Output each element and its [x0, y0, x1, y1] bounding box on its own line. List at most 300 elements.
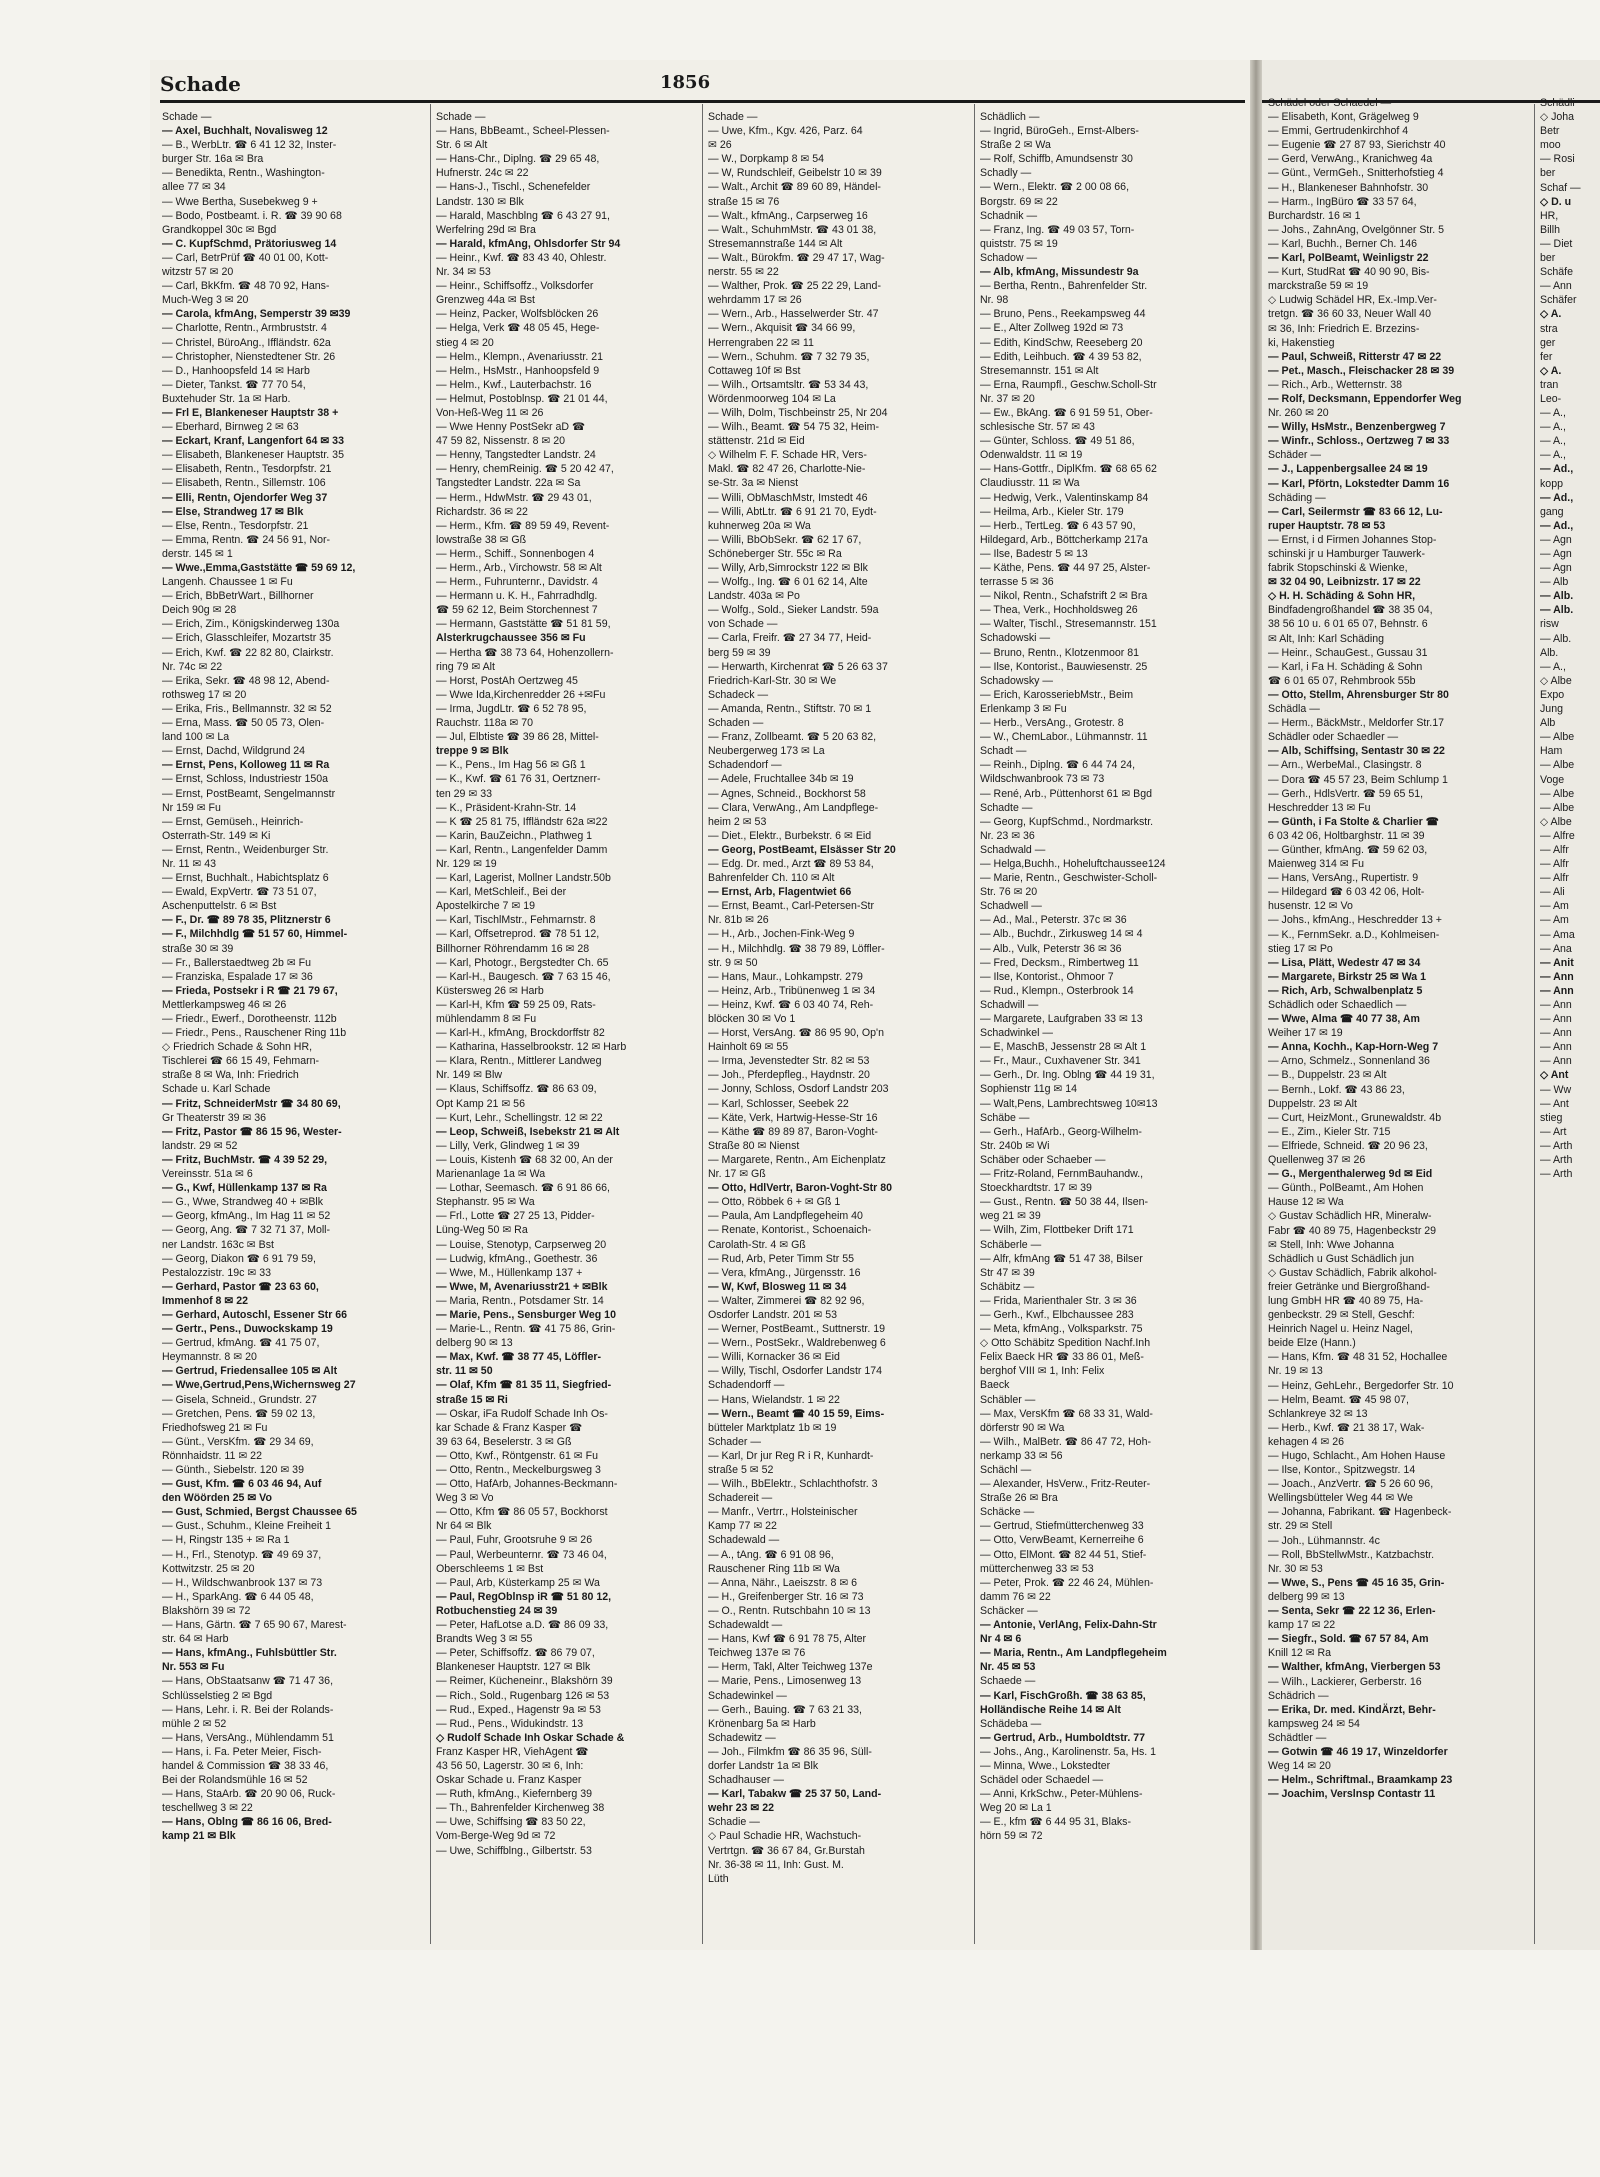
directory-entry: — Elisabeth, Rentn., Tesdorpfstr. 21 [162, 463, 332, 476]
directory-entry: ◇ Friedrich Schade & Sohn HR, [162, 1041, 313, 1054]
directory-entry: — Harald, Maschblng ☎ 6 43 27 91, [436, 209, 610, 222]
directory-entry: Quellenweg 37 ✉ 26 [1268, 1154, 1366, 1167]
directory-entry: — Gerh., HafArb., Georg-Wilhelm- [980, 1125, 1142, 1138]
directory-entry: Schädla — [1268, 703, 1320, 716]
directory-entry: — Fritz, BuchMstr. ☎ 4 39 52 29, [162, 1153, 328, 1166]
directory-entry: Straße 2 ✉ Wa [980, 139, 1051, 152]
directory-entry: kuhnerweg 20a ✉ Wa [708, 519, 811, 532]
directory-entry: Schäder — [1268, 449, 1321, 462]
directory-entry: — Herm., Arb., Virchowstr. 58 ✉ Alt [436, 562, 602, 574]
directory-entry: — Heinz, GehLehr., Bergedorfer Str. 10 [1268, 1379, 1454, 1392]
directory-entry: Nr. 74c ✉ 22 [162, 660, 223, 673]
directory-entry: — Alfr [1540, 872, 1569, 885]
directory-entry: — Hans, StaArb. ☎ 20 90 06, Ruck- [162, 1788, 336, 1801]
directory-entry: — A., [1540, 435, 1566, 448]
directory-entry: Schäcke — [980, 1506, 1035, 1519]
directory-entry: Schadeck — [708, 688, 769, 701]
directory-entry: Heschredder 13 ✉ Fu [1268, 801, 1371, 814]
directory-entry: ✉ Stell, Inh: Wwe Johanna [1268, 1238, 1395, 1251]
directory-entry: — K., Kwf. ☎ 61 76 31, Oertznerr- [436, 773, 601, 786]
directory-entry: — Anit [1540, 956, 1574, 969]
directory-entry: — Wwe, S., Pens ☎ 45 16 35, Grin- [1268, 1576, 1445, 1589]
directory-entry: — Paul, Schweiß, Ritterstr 47 ✉ 22 [1268, 350, 1442, 363]
directory-entry: — Ad., [1540, 463, 1574, 476]
directory-entry: — Ant [1540, 1097, 1569, 1110]
directory-entry: — Karl, Schlosser, Seebek 22 [708, 1097, 849, 1110]
directory-entry: — Ernst, Pens, Kolloweg 11 ✉ Ra [162, 759, 330, 772]
directory-entry: ◇ Wilhelm F. F. Schade HR, Vers- [708, 449, 867, 462]
directory-entry: Hildegard, Arb., Böttcherkamp 217a [980, 533, 1148, 546]
directory-entry: Schadt — [980, 745, 1027, 758]
directory-entry: derstr. 145 ✉ 1 [162, 547, 233, 560]
directory-entry: — Georg, PostBeamt, Elsässer Str 20 [708, 843, 896, 856]
directory-entry: — Käte, Verk, Hartwig-Hesse-Str 16 [708, 1111, 878, 1124]
directory-entry: Krönenbarg 5a ✉ Harb [708, 1717, 816, 1730]
directory-entry: Von-Heß-Weg 11 ✉ 26 [436, 406, 544, 419]
directory-entry: Hufnerstr. 24c ✉ 22 [436, 167, 529, 180]
directory-entry: — Otto, Röbbek 6 + ✉ Gß 1 [708, 1196, 841, 1209]
directory-entry: — Gisela, Schneid., Grundstr. 27 [162, 1393, 317, 1406]
directory-entry: — Wwe Henny PostSekr aD ☎ [436, 421, 586, 434]
directory-entry: risw [1540, 618, 1559, 631]
directory-entry: Schäberle — [980, 1238, 1042, 1251]
directory-entry: — G., Kwf, Hüllenkamp 137 ✉ Ra [162, 1182, 327, 1195]
directory-entry: — Erika, Sekr. ☎ 48 98 12, Abend- [162, 674, 330, 687]
directory-entry: ✉ 36, Inh: Friedrich E. Brzezins- [1268, 322, 1420, 335]
directory-entry: — H., SparkAng. ☎ 6 44 05 48, [162, 1590, 314, 1603]
directory-entry: — H., Greifenberger Str. 16 ✉ 73 [708, 1590, 864, 1603]
directory-entry: ger [1540, 336, 1556, 349]
directory-entry: — Senta, Sekr ☎ 22 12 36, Erlen- [1268, 1605, 1436, 1618]
directory-entry: — Wolfg., Ing. ☎ 6 01 62 14, Alte [708, 576, 868, 589]
directory-entry: — Carla, Freifr. ☎ 27 34 77, Heid- [708, 632, 872, 645]
directory-entry: — Hermann u. K. H., Fahrradhdlg. [436, 590, 598, 603]
directory-entry: Schadendorff — [708, 1379, 785, 1392]
directory-entry: Expo [1540, 688, 1565, 701]
directory-entry: blöcken 30 ✉ Vo 1 [708, 1013, 796, 1025]
directory-entry: husenstr. 12 ✉ Vo [1268, 900, 1353, 913]
directory-entry: — Eugenie ☎ 27 87 93, Sierichstr 40 [1268, 139, 1446, 152]
directory-entry: Schadnik — [980, 209, 1038, 222]
directory-entry: — Rich., Arb., Wetternstr. 38 [1268, 378, 1403, 391]
directory-entry: — Joach., AnzVertr. ☎ 5 26 60 96, [1268, 1478, 1434, 1491]
directory-entry: Hause 12 ✉ Wa [1268, 1196, 1344, 1209]
directory-entry: Heinrich Nagel u. Heinz Nagel, [1268, 1323, 1413, 1336]
directory-entry: — Gerh., Dr. Ing. Oblng ☎ 44 19 31, [980, 1069, 1155, 1082]
directory-entry: — Werner, PostBeamt., Suttnerstr. 19 [708, 1323, 886, 1336]
directory-entry: Nr 4 ✉ 6 [980, 1633, 1022, 1646]
directory-entry: — Käthe ☎ 89 89 87, Baron-Voght- [708, 1125, 878, 1138]
directory-entry: Schädeba — [980, 1717, 1042, 1730]
directory-entry: — Ann [1540, 1027, 1572, 1040]
directory-entry: Schäding — [1268, 491, 1326, 504]
directory-entry: — Willi, AbtLtr. ☎ 6 91 21 70, Eydt- [708, 505, 877, 518]
header-rule [160, 100, 1245, 103]
directory-entry: Holländische Reihe 14 ✉ Alt [980, 1703, 1121, 1716]
directory-entry: — Gust., Rentn. ☎ 50 38 44, Ilsen- [980, 1196, 1149, 1209]
directory-entry: — Karl, Lagerist, Mollner Landstr.50b [436, 872, 611, 885]
directory-entry: — Ama [1540, 928, 1575, 941]
directory-entry: Werfelring 29d ✉ Bra [436, 223, 536, 236]
directory-entry: — Winfr., Schloss., Oertzweg 7 ✉ 33 [1268, 435, 1450, 448]
directory-entry: — Erna, Mass. ☎ 50 05 73, Olen- [162, 717, 325, 730]
directory-entry: — Wern., Beamt ☎ 40 15 59, Eims- [708, 1407, 885, 1420]
directory-entry: — Lothar, Seemasch. ☎ 6 91 86 66, [436, 1182, 610, 1195]
directory-entry: ◇ Gustav Schädlich, Fabrik alkohol- [1268, 1266, 1437, 1279]
directory-entry: — Arth [1540, 1168, 1573, 1181]
directory-entry: — F., Milchhdlg ☎ 51 57 60, Himmel- [162, 928, 348, 941]
directory-entry: — Herm., Schiff., Sonnenbogen 4 [436, 547, 595, 560]
directory-entry: — Alb., Buchdr., Zirkusweg 14 ✉ 4 [980, 928, 1143, 941]
directory-entry: — Paul, Fuhr, Grootsruhe 9 ✉ 26 [436, 1534, 593, 1547]
directory-entry: — Ann [1540, 1013, 1572, 1026]
directory-entry: — Marie, Pens., Limosenweg 13 [708, 1675, 862, 1688]
directory-entry: Schädrich — [1268, 1689, 1329, 1702]
directory-entry: — Johs., Ang., Karolinenstr. 5a, Hs. 1 [980, 1745, 1157, 1758]
directory-entry: — Herm., Kfm. ☎ 89 59 49, Revent- [436, 519, 610, 532]
directory-entry: Friedhofsweg 21 ✉ Fu [162, 1421, 268, 1434]
directory-entry: — Wilh., Ortsamtsltr. ☎ 53 34 43, [708, 378, 869, 391]
directory-entry: — Carola, kfmAng, Semperstr 39 ✉39 [162, 308, 351, 321]
directory-entry: — Lisa, Plätt, Wedestr 47 ✉ 34 [1268, 956, 1421, 969]
directory-entry: — K., FernmSekr. a.D., Kohlmeisen- [1268, 928, 1440, 941]
directory-entry: — Wwe, M, Avenariusstr21 + ✉Blk [436, 1280, 608, 1293]
directory-entry: — Gerh., HdlsVertr. ☎ 59 65 51, [1268, 787, 1424, 800]
directory-entry: — Louise, Stenotyp, Carpserweg 20 [436, 1238, 607, 1251]
directory-entry: — Georg, kfmAng., Im Hag 11 ✉ 52 [162, 1210, 331, 1223]
directory-entry: — Wwe Ida,Kirchenredder 26 +✉Fu [436, 688, 606, 701]
directory-entry: — Ernst, Schloss, Industriestr 150a [162, 773, 329, 786]
directory-entry: — Paul, RegOblnsp iR ☎ 51 80 12, [436, 1590, 612, 1603]
directory-entry: Schädlich — [980, 111, 1040, 123]
directory-entry: — Karl-H., kfmAng, Brockdorffstr 82 [436, 1027, 605, 1040]
directory-entry: — Kurt, Lehr., Schellingstr. 12 ✉ 22 [436, 1111, 603, 1124]
directory-entry: Str. 6 ✉ Alt [436, 139, 488, 152]
directory-entry: ki, Hakenstieg [1268, 336, 1335, 349]
directory-entry: — Johs., ZahnAng, Ovelgönner Str. 5 [1268, 223, 1445, 236]
directory-entry: — Erika, Dr. med. KindÄrzt, Behr- [1268, 1703, 1436, 1716]
directory-entry: Schädlich u Gust Schädlich jun [1268, 1252, 1415, 1265]
directory-entry: — Ali [1540, 886, 1565, 899]
directory-entry: — E., Alter Zollweg 192d ✉ 73 [980, 322, 1124, 335]
directory-entry: — Ilse, Kontor., Spitzwegstr. 14 [1268, 1464, 1416, 1477]
directory-entry: — Diet [1540, 237, 1573, 250]
directory-entry: — Hans, i. Fa. Peter Meier, Fisch- [162, 1745, 322, 1758]
directory-entry: Str 47 ✉ 39 [980, 1266, 1035, 1279]
directory-entry: — Hans, Lehr. i. R. Bei der Rolands- [162, 1703, 334, 1716]
directory-entry: Marienanlage 1a ✉ Wa [436, 1168, 546, 1181]
directory-entry: quiststr. 75 ✉ 19 [980, 237, 1058, 250]
directory-entry: — Wwe, M., Hüllenkamp 137 + [436, 1266, 583, 1279]
directory-entry: — Hans-Gottfr., DiplKfm. ☎ 68 65 62 [980, 463, 1157, 476]
directory-entry: — Heinz, Kwf. ☎ 6 03 40 74, Reh- [708, 998, 874, 1011]
directory-entry: — Thea, Verk., Hochholdsweg 26 [980, 604, 1138, 617]
directory-entry: — Else, Rentn., Tesdorpfstr. 21 [162, 519, 309, 532]
directory-entry: — Hans, Kfm. ☎ 48 31 52, Hochallee [1268, 1351, 1448, 1364]
directory-entry: Immenhof 8 ✉ 22 [162, 1294, 248, 1307]
directory-entry: ◇ Paul Schadie HR, Wachstuch- [708, 1830, 862, 1843]
directory-entry: — Gertrud, Arb., Humboldtstr. 77 [980, 1731, 1146, 1744]
directory-entry: — Gerhard, Autoschl, Essener Str 66 [162, 1308, 348, 1321]
directory-entry: — B., WerbLtr. ☎ 6 41 12 32, Inster- [162, 139, 337, 152]
directory-entry: ◇ A. [1540, 308, 1562, 321]
directory-entry: — Karl, Photogr., Bergstedter Ch. 65 [436, 956, 609, 969]
directory-entry: — Wilh., Lackierer, Gerberstr. 16 [1268, 1675, 1422, 1688]
directory-entry: Grenzweg 44a ✉ Bst [436, 294, 535, 307]
directory-entry: Schäbler — [980, 1393, 1036, 1406]
directory-entry: — Klaus, Schiffsoffz. ☎ 86 63 09, [436, 1083, 597, 1096]
directory-entry: Kamp 77 ✉ 22 [708, 1520, 777, 1533]
directory-entry: str. 11 ✉ 50 [436, 1365, 493, 1378]
directory-entry: Brandts Weg 3 ✉ 55 [436, 1633, 533, 1646]
directory-entry: — Irma, Jevenstedter Str. 82 ✉ 53 [708, 1055, 870, 1068]
directory-entry: Weg 3 ✉ Vo [436, 1492, 494, 1505]
directory-entry: — Franz, Ing. ☎ 49 03 57, Torn- [980, 223, 1135, 236]
directory-entry: — Anni, KrkSchw., Peter-Mühlens- [980, 1788, 1143, 1801]
directory-entry: Schäcker — [980, 1604, 1038, 1617]
directory-entry: Sophienstr 11g ✉ 14 [980, 1083, 1078, 1096]
directory-entry: Schadewinkel — [708, 1689, 787, 1702]
directory-entry: — Ruth, kfmAng., Kiefernberg 39 [436, 1788, 593, 1801]
directory-entry: Aschenputtelstr. 6 ✉ Bst [162, 900, 277, 913]
directory-entry: — Am [1540, 914, 1569, 927]
column-divider [702, 104, 703, 1944]
directory-entry: — Otto, VerwBeamt, Kernerreihe 6 [980, 1534, 1144, 1547]
directory-entry: heim 2 ✉ 53 [708, 815, 767, 828]
directory-entry: — Johs., kfmAng., Heschredder 13 + [1268, 914, 1442, 927]
directory-entry: — Herm., HdwMstr. ☎ 29 43 01, [436, 491, 592, 504]
directory-entry: ten 29 ✉ 33 [436, 787, 492, 800]
directory-entry: Str. 240b ✉ Wi [980, 1139, 1050, 1152]
directory-entry: — Otto, Kfm ☎ 86 05 57, Bockhorst [436, 1506, 608, 1519]
directory-entry: — Hans, Oblng ☎ 86 16 06, Bred- [162, 1816, 332, 1829]
directory-entry: — Rich., Sold., Rugenbarg 126 ✉ 53 [436, 1689, 610, 1702]
directory-entry: Nr. 98 [980, 294, 1009, 307]
directory-entry: — Carl, BetrPrüf ☎ 40 01 00, Kott- [162, 251, 329, 264]
directory-entry: Alsterkrugchaussee 356 ✉ Fu [436, 632, 586, 645]
directory-entry: Schaede — [980, 1675, 1036, 1688]
directory-entry: ◇ Rudolf Schade Inh Oskar Schade & [436, 1731, 625, 1744]
directory-entry: Osterrath-Str. 149 ✉ Ki [162, 829, 271, 842]
directory-entry: — Alfr, kfmAng ☎ 51 47 38, Bilser [980, 1252, 1143, 1265]
directory-entry: — Walt., SchuhmMstr. ☎ 43 01 38, [708, 223, 877, 236]
directory-entry: ◇ Ant [1540, 1069, 1569, 1082]
directory-entry: — Wern., Akquisit ☎ 34 66 99, [708, 322, 856, 335]
directory-entry: Weg 20 ✉ La 1 [980, 1802, 1052, 1815]
directory-entry: — Herm, Takl, Alter Teichweg 137e [708, 1661, 873, 1674]
directory-entry: mühlendamm 8 ✉ Fu [436, 1013, 537, 1025]
directory-entry: Borgstr. 69 ✉ 22 [980, 195, 1058, 208]
directory-entry: — Uwe, Schiffblng., Gilbertstr. 53 [436, 1844, 592, 1857]
directory-entry: — Ad., [1540, 519, 1574, 532]
directory-entry: ✉ 32 04 90, Leibnizstr. 17 ✉ 22 [1268, 576, 1421, 589]
directory-entry: hörn 59 ✉ 72 [980, 1830, 1043, 1843]
directory-entry: — Herwarth, Kirchenrat ☎ 5 26 63 37 [708, 660, 888, 673]
directory-entry: Jung [1540, 703, 1563, 716]
directory-entry: — Georg, KupfSchmd., Nordmarkstr. [980, 815, 1154, 828]
directory-entry: Blankeneser Hauptstr. 127 ✉ Blk [436, 1661, 591, 1674]
directory-entry: — Alb. [1540, 604, 1574, 617]
directory-entry: — Karin, BauZeichn., Plathweg 1 [436, 829, 593, 842]
directory-entry: — Alb., Vulk, Peterstr 36 ✉ 36 [980, 942, 1122, 955]
directory-entry: Stresemannstraße 144 ✉ Alt [708, 237, 843, 250]
directory-entry: Schadewald — [708, 1534, 780, 1547]
directory-entry: — Alfre [1540, 829, 1575, 842]
directory-entry: — Karl, Buchh., Berner Ch. 146 [1268, 237, 1417, 250]
directory-entry: — Ernst, i d Firmen Johannes Stop- [1268, 533, 1437, 546]
directory-entry: — Erna, Raumpfl., Geschw.Scholl-Str [980, 378, 1157, 391]
directory-entry: — Walther, Prok. ☎ 25 22 29, Land- [708, 280, 881, 293]
directory-entry: — Gretchen, Pens. ☎ 59 02 13, [162, 1407, 316, 1420]
directory-entry: — C. KupfSchmd, Prätoriusweg 14 [162, 237, 337, 250]
running-head-name: Schade [160, 72, 241, 96]
directory-entry: — Jul, Elbtiste ☎ 39 86 28, Mittel- [436, 731, 599, 744]
directory-entry: Nr. 81b ✉ 26 [708, 914, 769, 927]
directory-entry: — E, MaschB, Jessenstr 28 ✉ Alt 1 [980, 1041, 1147, 1054]
directory-entry: Odenwaldstr. 11 ✉ 19 [980, 449, 1083, 462]
directory-entry: ring 79 ✉ Alt [436, 660, 495, 673]
directory-entry: Schade — [708, 111, 758, 123]
directory-entry: Betr [1540, 125, 1560, 138]
directory-entry: — Emma, Rentn. ☎ 24 56 91, Nor- [162, 533, 331, 546]
directory-entry: — Albe [1540, 787, 1575, 800]
directory-entry: — G., Mergenthalerweg 9d ✉ Eid [1268, 1168, 1433, 1181]
directory-entry: — Irma, JugdLtr. ☎ 6 52 78 95, [436, 702, 587, 715]
directory-entry: Rauschener Ring 11b ✉ Wa [708, 1562, 840, 1575]
directory-entry: ◇ D. u [1540, 195, 1572, 208]
directory-entry: — Bodo, Postbeamt. i. R. ☎ 39 90 68 [162, 209, 342, 222]
directory-entry: ◇ Gustav Schädlich HR, Mineralw- [1268, 1210, 1432, 1223]
directory-entry: — Hans, VersAng., Rupertistr. 9 [1268, 872, 1419, 885]
directory-entry: — Peter, Schiffsoffz. ☎ 86 79 07, [436, 1647, 595, 1660]
directory-entry: Schädel oder Schaedel — [980, 1774, 1104, 1787]
directory-column-3 [708, 110, 970, 1930]
directory-entry: — Günther, kfmAng. ☎ 59 62 03, [1268, 843, 1428, 856]
directory-entry: — Leop, Schweiß, Isebekstr 21 ✉ Alt [436, 1125, 620, 1138]
directory-entry: Nr. 37 ✉ 20 [980, 392, 1035, 405]
directory-entry: ◇ H. H. Schäding & Sohn HR, [1268, 590, 1416, 603]
directory-entry: — Paul, Arb, Küsterkamp 25 ✉ Wa [436, 1576, 600, 1589]
directory-entry: Schadendorf — [708, 759, 782, 772]
directory-entry: Schaf — [1540, 181, 1581, 194]
directory-entry: Opt Kamp 21 ✉ 56 [436, 1097, 525, 1110]
directory-entry: — Elli, Rentn, Ojendorfer Weg 37 [162, 491, 328, 504]
directory-entry: Landstr. 130 ✉ Blk [436, 195, 524, 208]
directory-column-4 [980, 110, 1242, 1930]
directory-entry: — Ad., Mal., Peterstr. 37c ✉ 36 [980, 914, 1127, 927]
directory-entry: — Ana [1540, 942, 1572, 955]
directory-entry: — Peter, Prok. ☎ 22 46 24, Mühlen- [980, 1576, 1154, 1589]
directory-entry: tretgn. ☎ 36 60 33, Neuer Wall 40 [1268, 308, 1431, 321]
directory-entry: — Margarete, Rentn., Am Eichenplatz [708, 1153, 886, 1166]
directory-entry: — Günter, Schloss. ☎ 49 51 86, [980, 435, 1135, 448]
directory-entry: — Alb. [1540, 632, 1572, 645]
directory-entry: se-Str. 3a ✉ Nienst [708, 477, 799, 490]
directory-entry: — Paula, Am Landpflegeheim 40 [708, 1210, 863, 1223]
directory-entry: Schäfe [1540, 266, 1573, 279]
directory-entry: — Gertrud, kfmAng. ☎ 41 75 07, [162, 1337, 320, 1350]
directory-entry: — Renate, Kontorist., Schoenaich- [708, 1224, 872, 1237]
directory-entry: mütterchenweg 33 ✉ 53 [980, 1562, 1094, 1575]
directory-entry: — Ernst, Beamt., Carl-Petersen-Str [708, 900, 875, 913]
directory-entry: Lüng-Weg 50 ✉ Ra [436, 1224, 528, 1237]
directory-entry: stieg 17 ✉ Po [1268, 942, 1333, 955]
directory-entry: — B., Duppelstr. 23 ✉ Alt [1268, 1069, 1387, 1082]
directory-entry: — Helm., HsMstr., Hanhoopsfeld 9 [436, 364, 600, 377]
directory-entry: treppe 9 ✉ Blk [436, 745, 509, 758]
directory-entry: lowstraße 38 ✉ Gß [436, 533, 527, 546]
directory-entry: — Ernst, Arb, Flagentwiet 66 [708, 886, 852, 899]
directory-entry: — Gertrud, Stiefmütterchenweg 33 [980, 1520, 1144, 1533]
directory-entry: — Pet., Masch., Fleischacker 28 ✉ 39 [1268, 364, 1455, 377]
directory-entry: — W, Kwf, Blosweg 11 ✉ 34 [708, 1280, 847, 1293]
directory-entry: — Arn., WerbeMal., Clasingstr. 8 [1268, 759, 1422, 772]
directory-entry: bütteler Marktplatz 1b ✉ 19 [708, 1421, 837, 1434]
directory-entry: — Minna, Wwe., Lokstedter [980, 1759, 1111, 1772]
directory-entry: nerstr. 55 ✉ 22 [708, 266, 779, 279]
directory-entry: Rotbuchenstieg 24 ✉ 39 [436, 1604, 558, 1617]
directory-entry: Friedrich-Karl-Str. 30 ✉ We [708, 674, 837, 687]
directory-entry: Küstersweg 26 ✉ Harb [436, 984, 544, 997]
directory-entry: berghof VIII ✉ 1, Inh: Felix [980, 1365, 1105, 1378]
directory-entry: — Hans, kfmAng., Fuhlsbüttler Str. [162, 1647, 337, 1660]
directory-entry: — Rolf, Decksmann, Eppendorfer Weg [1268, 392, 1462, 405]
directory-entry: — Walt., Bürokfm. ☎ 29 47 17, Wag- [708, 251, 885, 264]
directory-entry: — Fritz, SchneiderMstr ☎ 34 80 69, [162, 1097, 341, 1110]
directory-entry: — Elisabeth, Blankeneser Hauptstr. 35 [162, 449, 344, 462]
directory-entry: — Ernst, Buchhalt., Habichtsplatz 6 [162, 872, 329, 885]
directory-entry: — Elisabeth, Rentn., Sillemstr. 106 [162, 477, 326, 490]
directory-entry: Schadhauser — [708, 1774, 784, 1787]
directory-entry: — Herm., Fuhrunternr., Davidstr. 4 [436, 576, 598, 589]
directory-entry: — Dieter, Tankst. ☎ 77 70 54, [162, 378, 306, 391]
directory-entry: Oberschleems 1 ✉ Bst [436, 1562, 544, 1575]
directory-entry: — Ann [1540, 970, 1574, 983]
directory-entry: — Ernst, Gemüseh., Heinrich- [162, 815, 304, 828]
directory-entry: — Ilse, Badestr 5 ✉ 13 [980, 547, 1088, 560]
directory-entry: — Gust, Kfm. ☎ 6 03 46 94, Auf [162, 1478, 322, 1491]
directory-entry: — Helm, Beamt. ☎ 45 98 07, [1268, 1393, 1409, 1406]
directory-entry: — Joh., Pferdepfleg., Haydnstr. 20 [708, 1069, 870, 1082]
directory-entry: — Frida, Marienthaler Str. 3 ✉ 36 [980, 1294, 1137, 1307]
directory-entry: kopp [1540, 477, 1563, 490]
directory-entry: — Siegfr., Sold. ☎ 67 57 84, Am [1268, 1633, 1429, 1646]
directory-entry: — Kurt, StudRat ☎ 40 90 90, Bis- [1268, 266, 1430, 279]
directory-entry: — H., Frl., Stenotyp. ☎ 49 69 37, [162, 1548, 322, 1561]
directory-entry: Nr. 129 ✉ 19 [436, 857, 497, 870]
directory-entry: Str. 76 ✉ 20 [980, 886, 1038, 899]
directory-entry: — D., Hanhoopsfeld 14 ✉ Harb [162, 364, 310, 377]
directory-entry: Vereinsstr. 51a ✉ 6 [162, 1168, 253, 1181]
directory-entry: — H., Arb., Jochen-Fink-Weg 9 [708, 928, 855, 941]
directory-entry: Much-Weg 3 ✉ 20 [162, 294, 249, 307]
directory-entry: — Peter, HafLotse a.D. ☎ 86 09 33, [436, 1619, 609, 1632]
directory-entry: Nr. 23 ✉ 36 [980, 829, 1035, 842]
directory-entry: freier Getränke und Biergroßhand- [1268, 1280, 1430, 1293]
directory-entry: — Ww [1540, 1083, 1572, 1096]
directory-entry: — F., Dr. ☎ 89 78 35, Plitznerstr 6 [162, 914, 331, 927]
directory-entry: Schöneberger Str. 55c ✉ Ra [708, 547, 842, 560]
directory-entry: — Günt., VersKfm. ☎ 29 34 69, [162, 1435, 314, 1448]
directory-entry: — Ann [1540, 280, 1572, 293]
directory-column-6 [1540, 96, 1600, 1916]
directory-entry: — Käthe, Pens. ☎ 44 97 25, Alster- [980, 562, 1151, 574]
directory-entry: — A., [1540, 449, 1566, 462]
directory-entry: — Friedr., Ewerf., Dorotheenstr. 112b [162, 1013, 337, 1025]
directory-entry: — Hugo, Schlacht., Am Hohen Hause [1268, 1450, 1446, 1462]
directory-entry: Cottaweg 10f ✉ Bst [708, 364, 801, 377]
directory-entry: 39 63 64, Beselerstr. 3 ✉ Gß [436, 1435, 572, 1448]
